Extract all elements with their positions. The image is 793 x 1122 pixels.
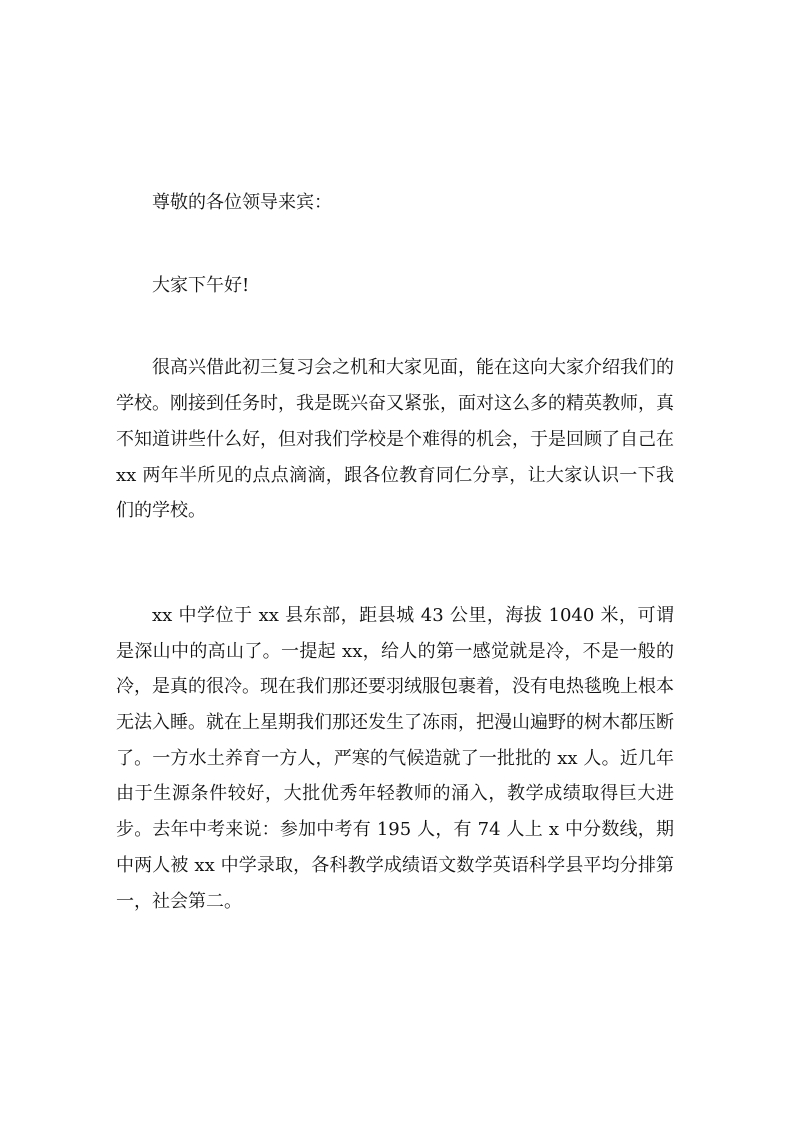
paragraph-intro: 很高兴借此初三复习会之机和大家见面，能在这向大家介绍我们的学校。刚接到任务时，我是既兴奋又紧张，面对这么多的精英教师，真不知道讲些什么好，但对我们学校是个难得的机会，于是回顾了自己在 xx 两年半所见的点点滴滴，跟各位教育同仁分享，让大家认识一下我们的学校。: [116, 357, 674, 522]
paragraph-school-description: xx 中学位于 xx 县东部，距县城 43 公里，海拔 1040 米，可谓是深山中的高山了。一提起 xx，给人的第一感觉就是冷，不是一般的冷，是真的很冷。现在我们那还要羽绒服包裹着，没有电热毯晚上根本无法入睡。就在上星期我们那还发生了冻雨，把漫山遍野的树木都压断了。一方水土养育一方人，严寒的气候造就了一批批的 xx 人。近几年由于生源条件较好，大批优秀年轻教师的涌入，教学成绩取得巨大进步。去年中考来说：参加中考有 195 人，有 74 人上 x 中分数线，期中两人被 xx 中学录取，各科教学成绩语文数学英语科学县平均分排第一，社会第二。: [116, 604, 674, 912]
spacer: [116, 303, 674, 350]
salutation: 尊敬的各位领导来宾：: [152, 192, 332, 213]
spacer: [116, 221, 674, 268]
spacer: [116, 529, 674, 598]
document-page: [116, 185, 674, 919]
greeting: 大家下午好!: [152, 274, 250, 296]
